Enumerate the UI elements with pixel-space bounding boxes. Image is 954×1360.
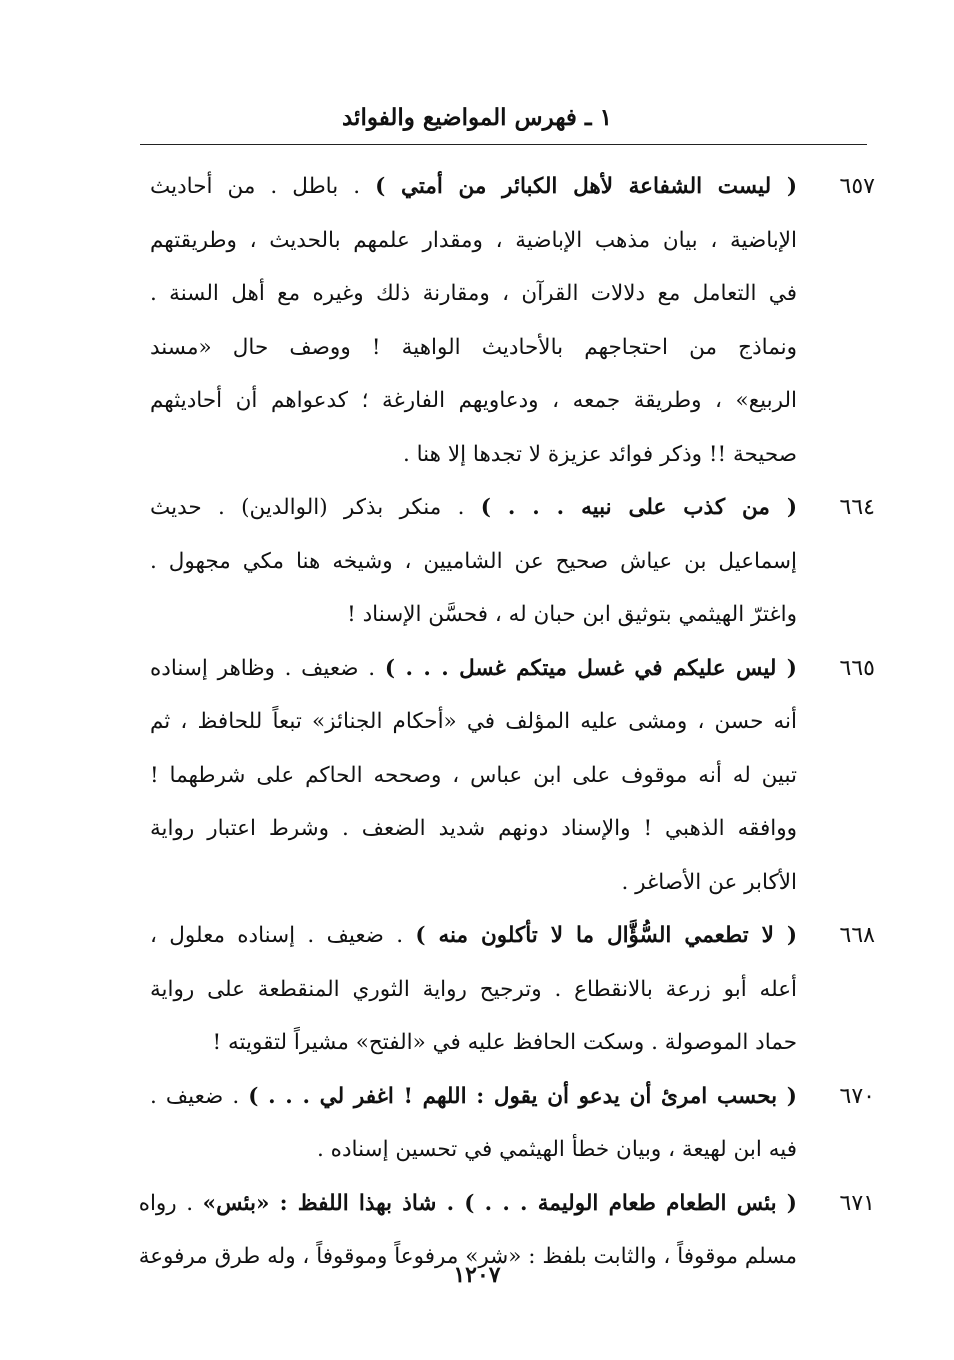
- entry-line: [150, 642, 797, 696]
- entry-text: . رواه: [138, 1190, 203, 1216]
- hadith-text: ( بئس الطعام طعام الوليمة . . . ) . شاذ بهذا اللفظ : «بئس»: [202, 1190, 797, 1216]
- entry-line: ونماذج من احتجاجهم بالأحاديث الواهية ! ووصف حال «مسند: [150, 334, 797, 360]
- hadith-number: ٦٦٥: [839, 655, 875, 681]
- hadith-number: ٦٥٧: [839, 174, 875, 199]
- entry-text: . باطل . من أحاديث: [150, 174, 376, 199]
- hadith-text: ( بحسب امرئ أن يدعو أن يقول : اللهم ! اغفر لي . . . ): [248, 1083, 797, 1109]
- page-number: ١٢٠٧: [453, 1262, 501, 1288]
- entry-line: الإباضية ، بيان مذهب الإباضية ، ومقدار علمهم بالحديث ، وطريقتهم: [150, 227, 797, 253]
- index-entry: [150, 481, 875, 642]
- hadith-text: ( لا تطعمي السُّؤَّال ما لا تأكلون منه ): [415, 923, 797, 948]
- entry-line: [150, 1070, 797, 1124]
- entry-text: . منكر بذكر (الوالدين) . حديث: [150, 495, 481, 520]
- entry-line: حماد الموصولة . وسكت الحافظ عليه في «الفتح» مشيراً لتقويته !: [212, 1030, 797, 1055]
- hadith-text: ( ليس عليكم في غسل ميتكم غسل . . . ): [384, 655, 797, 681]
- entry-line: [150, 909, 797, 963]
- header-divider: [140, 144, 867, 145]
- entry-line: فيه ابن لهيعة ، وبيان خطأ الهيثمي في تحسين إسناده .: [317, 1137, 797, 1162]
- entry-line: الربيع» ، وطريقة جمعه ، ودعاويهم الفارغة ؛ كدعواهم أن أحاديثهم: [150, 388, 797, 413]
- entry-line: واغترّ الهيثمي بتوثيق ابن حبان له ، فحسَّن الإسناد !: [347, 602, 797, 627]
- hadith-number: ٦٧١: [839, 1190, 875, 1216]
- hadith-text: ( من كذب على نبيه . . . ): [480, 495, 797, 520]
- entry-line: أنه حسن ، ومشى عليه المؤلف في «أحكام الجنائز» تبعاً للحافظ ، ثم: [150, 709, 797, 734]
- index-entries: [138, 160, 875, 1284]
- entry-line: في التعامل مع دلالات القرآن ، ومقارنة ذلك وغيره مع أهل السنة .: [150, 281, 797, 306]
- entry-line: [150, 160, 797, 214]
- entry-line: [150, 481, 797, 535]
- index-entry: [150, 1070, 875, 1177]
- entry-line: إسماعيل بن عياش صحيح عن الشاميين ، وشيخه هنا مكي مجهول .: [150, 548, 797, 574]
- hadith-text: ( ليست الشفاعة لأهل الكبائر من أمتي ): [375, 174, 797, 199]
- entry-line: مسلم موقوفاً ، والثابت بلفظ : «شر» مرفوعاً وموقوفاً ، وله طرق مرفوعة: [138, 1244, 797, 1269]
- entry-line: أعله أبو زرعة بالانقطاع . وترجيح رواية الثوري المنقطعة على رواية: [150, 976, 797, 1002]
- hadith-number: ٦٦٨: [839, 923, 875, 948]
- entry-text: . ضعيف . إسناده معلول ،: [150, 923, 416, 948]
- entry-text: . ضعيف . وظاهر إسناده: [150, 655, 385, 681]
- hadith-number: ٦٦٤: [839, 495, 875, 520]
- entry-line: صحيحة !! وذكر فوائد عزيزة لا تجدها إلا هنا .: [402, 441, 797, 467]
- index-entry: [150, 160, 875, 481]
- entry-line: [139, 1177, 797, 1231]
- hadith-number: ٦٧٠: [839, 1083, 875, 1109]
- entry-line: تبين له أنه موقوف على ابن عباس ، وصححه الحاكم على شرطهما !: [150, 762, 797, 788]
- entry-line: ووافقه الذهبي ! والإسناد دونهم شديد الضعف . وشرط اعتبار رواية: [150, 816, 797, 841]
- index-entry: [150, 642, 875, 910]
- page-title: ١ ـ فهرس المواضيع والفوائد: [341, 104, 613, 131]
- index-entry: [150, 909, 875, 1070]
- entry-text: . ضعيف .: [150, 1083, 249, 1109]
- entry-line: الأكابر عن الأصاغر .: [621, 869, 797, 895]
